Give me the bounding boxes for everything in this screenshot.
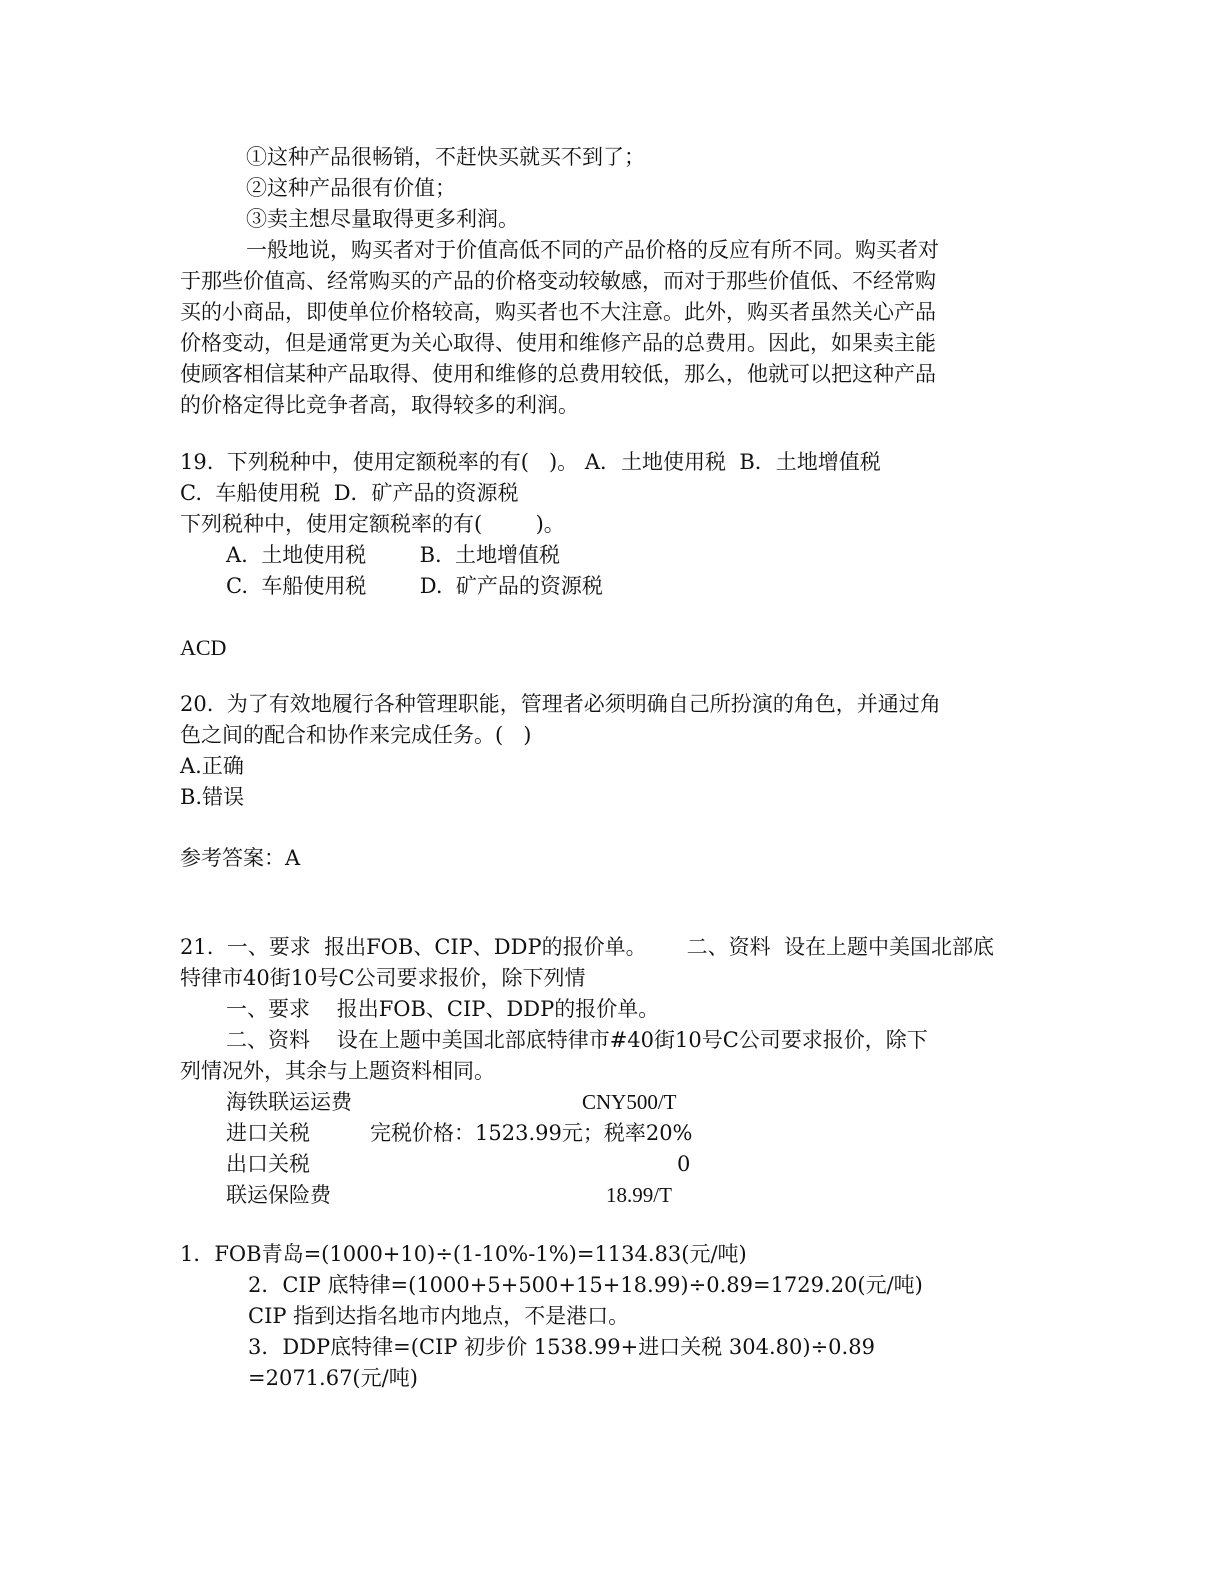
q21-solution-line: 3．DDP底特律=(CIP 初步价 1538.99+进口关税 304.80)÷0.89: [248, 1335, 875, 1359]
q21-table-value: 完税价格：1523.99元；税率20%: [370, 1121, 693, 1145]
q21-table-label: 进口关税: [226, 1121, 310, 1145]
intro-paragraph-line: 于那些价值高、经常购买的产品的价格变动较敏感，而对于那些价值低、不经常购: [180, 269, 936, 293]
q21-summary-line: 21. 一、要求 报出FOB、CIP、DDP的报价单。 二、资料 设在上题中美国北部底: [180, 935, 995, 959]
q19-summary-line: 19. 下列税种中，使用定额税率的有( )。 A．土地使用税 B．土地增值税: [180, 450, 881, 474]
intro-item-2: ②这种产品很有价值；: [246, 176, 456, 200]
q21-solution-line: =2071.67(元/吨): [248, 1366, 418, 1390]
q21-solution-line: 2．CIP 底特律=(1000+5+500+15+18.99)÷0.89=1729.20(元/吨): [248, 1273, 923, 1297]
intro-item-3: ③卖主想尽量取得更多利润。: [246, 207, 519, 231]
q21-table-value: 0: [677, 1152, 691, 1176]
q21-requirement: 一、要求 报出FOB、CIP、DDP的报价单。: [226, 997, 660, 1021]
q21-solution-line: CIP 指到达指名地市内地点，不是港口。: [248, 1304, 630, 1328]
intro-paragraph-line: 一般地说，购买者对于价值高低不同的产品价格的反应有所不同。购买者对: [246, 238, 939, 262]
q21-summary-line: 特律市40街10号C公司要求报价，除下列情: [180, 966, 586, 990]
intro-paragraph-line: 使顾客相信某种产品取得、使用和维修的总费用较低，那么，他就可以把这种产品: [180, 362, 936, 386]
q19-options-row: C. 车船使用税 D. 矿产品的资源税: [226, 574, 603, 598]
q20-option-a: A.正确: [180, 754, 244, 778]
q20-option-b: B.错误: [180, 785, 245, 809]
intro-paragraph-line: 价格变动，但是通常更为关心取得、使用和维修产品的总费用。因此，如果卖主能: [180, 331, 936, 355]
q21-solution-line: 1．FOB青岛=(1000+10)÷(1-10%-1%)=1134.83(元/吨): [180, 1242, 747, 1266]
q21-material-line: 二、资料 设在上题中美国北部底特律市#40街10号C公司要求报价，除下: [226, 1028, 928, 1052]
q21-table-value: 18.99/T: [606, 1183, 672, 1207]
q19-summary-line: C. 车船使用税 D．矿产品的资源税: [180, 481, 519, 505]
q19-options-row: A. 土地使用税 B. 土地增值税: [226, 543, 561, 567]
intro-paragraph-line: 买的小商品，即使单位价格较高，购买者也不大注意。此外，购买者虽然关心产品: [180, 300, 936, 324]
intro-paragraph-line: 的价格定得比竞争者高，取得较多的利润。: [180, 393, 579, 417]
q20-stem-line: 色之间的配合和协作来完成任务。( ): [180, 723, 532, 747]
q21-table-value: CNY500/T: [582, 1090, 677, 1114]
q19-stem: 下列税种中，使用定额税率的有( )。: [180, 512, 565, 536]
q21-table-label: 出口关税: [226, 1152, 310, 1176]
q20-answer: 参考答案：A: [180, 846, 301, 870]
q19-answer: ACD: [180, 635, 227, 660]
q21-table-label: 联运保险费: [226, 1183, 331, 1207]
q20-stem-line: 20. 为了有效地履行各种管理职能，管理者必须明确自己所扮演的角色，并通过角: [180, 692, 941, 716]
intro-item-1: ①这种产品很畅销，不赶快买就买不到了；: [246, 145, 645, 169]
q21-material-line: 列情况外，其余与上题资料相同。: [180, 1059, 495, 1083]
q21-table-label: 海铁联运运费: [226, 1090, 352, 1114]
